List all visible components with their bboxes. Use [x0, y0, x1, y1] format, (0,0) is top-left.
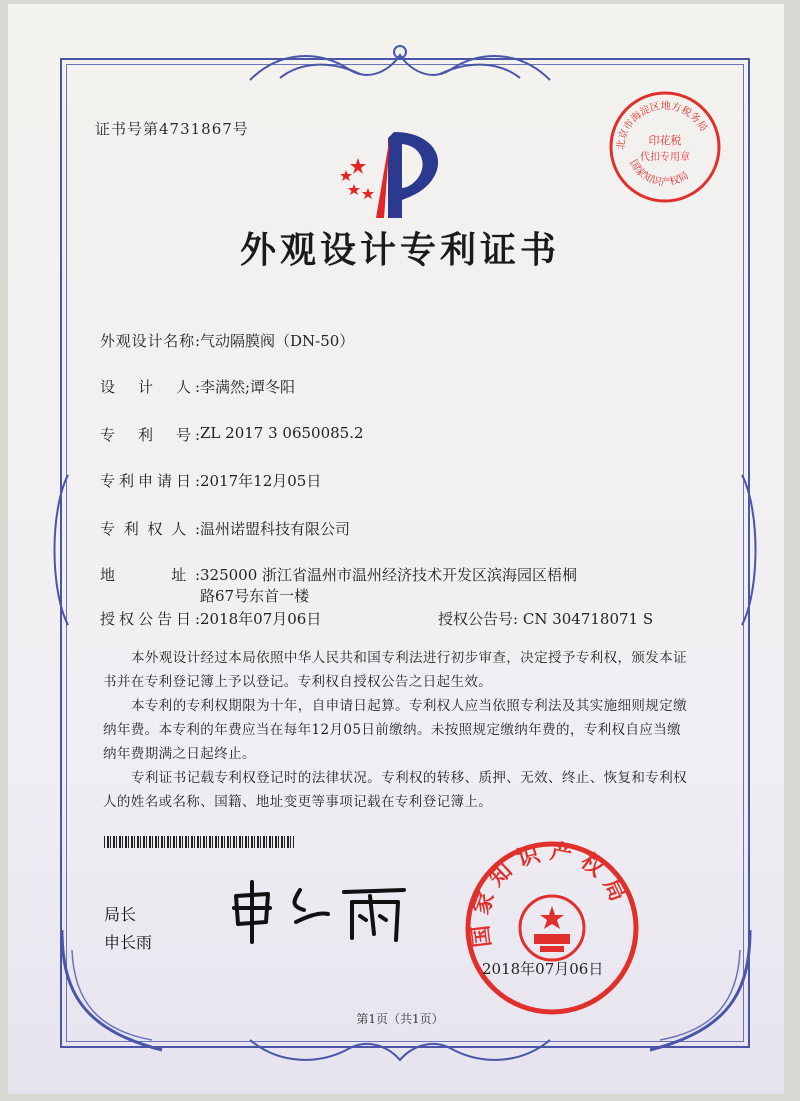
field-value: CN 304718071 S	[522, 610, 654, 628]
patentee-row	[100, 518, 350, 539]
field-value: 李满然;谭冬阳	[200, 378, 296, 396]
field-value: 气动隔膜阀（DN-50）	[200, 332, 355, 350]
field-label: 设 计 人:	[100, 378, 200, 396]
field-value: 温州诺盟科技有限公司	[200, 520, 351, 538]
address-value	[200, 564, 577, 606]
certificate-number: 证书号第4731867号	[95, 120, 249, 138]
top-ornament	[240, 40, 560, 90]
svg-text:国家知识产权局: 国家知识产权局	[466, 838, 635, 949]
official-seal	[462, 838, 642, 1018]
svg-text:北京市海淀区地方税务局: 北京市海淀区地方税务局	[615, 100, 709, 151]
field-label: 专利权人:	[100, 520, 200, 538]
document-title: 外观设计专利证书	[239, 230, 560, 271]
grant-date-row	[100, 608, 321, 629]
field-label: 授权公告日:	[100, 610, 200, 628]
director-name: 申长雨	[104, 933, 153, 952]
address-line-1: 325000 浙江省温州市温州经济技术开发区滨海园区梧桐	[200, 566, 578, 584]
design-name-row	[100, 330, 354, 351]
field-value: 2018年07月06日	[200, 610, 322, 628]
patent-office-logo	[332, 128, 452, 220]
address-line-2: 路67号东首一楼	[200, 587, 310, 605]
designer-row	[100, 376, 295, 397]
field-label: 专 利 号:	[100, 426, 200, 444]
page-footer: 第1页（共1页）	[356, 1012, 444, 1026]
tax-stamp	[606, 88, 724, 206]
bottom-ornament	[240, 1030, 560, 1070]
application-date-row	[100, 470, 321, 491]
paragraph: 本专利的专利权期限为十年，自申请日起算。专利权人应当依照专利法及其实施细则规定缴纳年费。本专利的年费应当在每年12月05日前缴纳。未按照规定缴纳年费的，专利权自应当缴纳年费期满之日起终止。	[103, 698, 687, 762]
patent-number-row	[100, 424, 364, 445]
corner-ornament-br	[640, 920, 760, 1060]
left-ornament	[48, 470, 74, 630]
svg-text:印花税: 印花税	[648, 134, 682, 147]
svg-text:代扣专用章: 代扣专用章	[640, 152, 690, 163]
paragraph: 专利证书记载专利权登记时的法律状况。专利权的转移、质押、无效、终止、恢复和专利权人的姓名或名称、国籍、地址变更等事项记载在专利登记簿上。	[103, 770, 687, 810]
field-label: 地 址:	[100, 566, 200, 584]
paragraph: 本外观设计经过本局依照中华人民共和国专利法进行初步审查，决定授予专利权，颁发本证书并在专利登记簿上予以登记。专利权自授权公告之日起生效。	[103, 650, 687, 690]
svg-text:国家知识产权局: 国家知识产权局	[627, 158, 691, 189]
national-emblem-icon	[520, 896, 584, 960]
right-ornament	[736, 470, 762, 630]
field-value: 2017年12月05日	[200, 472, 322, 490]
field-value: ZL 2017 3 0650085.2	[200, 424, 364, 442]
field-label: 授权公告号:	[438, 610, 519, 628]
director-title: 局长	[104, 905, 137, 924]
field-label: 专利申请日:	[100, 472, 200, 490]
announcement-number-row	[438, 608, 653, 629]
address-row	[100, 564, 577, 606]
handwritten-signature	[224, 876, 414, 946]
field-label: 外观设计名称:	[100, 332, 200, 350]
barcode	[104, 836, 294, 848]
seal-date: 2018年07月06日	[482, 960, 604, 978]
